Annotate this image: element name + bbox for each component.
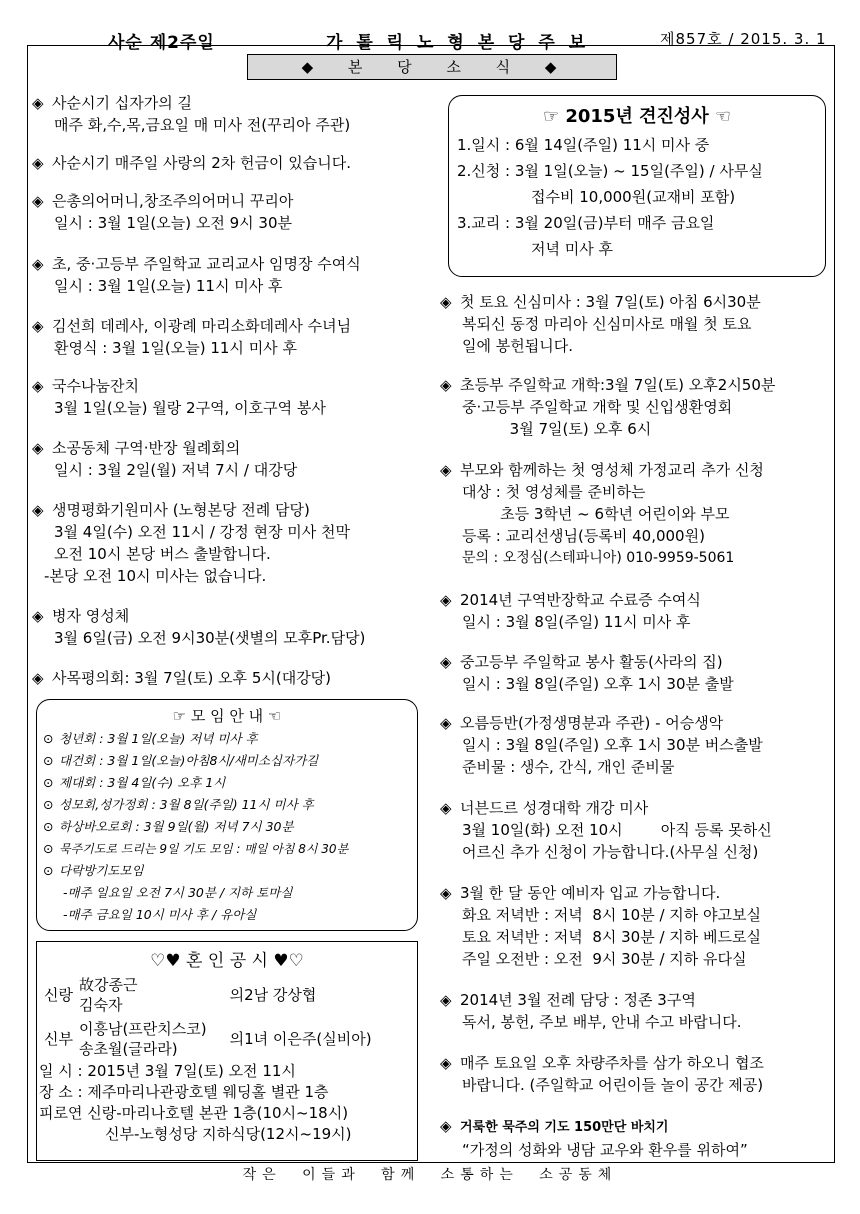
meeting-line: ⊙ 성모회,성가정회 : 3월 8일(주일) 11시 미사 후 [37, 794, 417, 816]
right-item-7 [440, 882, 761, 970]
item-line: 오전 10시 본당 버스 출발합니다. [54, 545, 271, 563]
diamond-icon: ◈ [440, 653, 452, 671]
item-line: 어르신 추가 신청이 가능합니다.(사무실 신청) [462, 843, 759, 861]
item-line: 화요 저녁반 : 저녁 8시 10분 / 지하 야고보실 [462, 906, 762, 924]
diamond-icon: ◈ [440, 991, 452, 1009]
left-item-4 [32, 315, 351, 359]
marriage-reception-1: 피로연 신랑-마리나호텔 본관 1층(10시~18시) [39, 1104, 349, 1122]
item-title: 오름등반(가정생명분과 주관) - 어승생악 [460, 714, 724, 732]
item-line: 환영식 : 3월 1일(오늘) 11시 미사 후 [54, 339, 297, 357]
meeting-line: ⊙ 대건회 : 3월 1일(오늘)아침8시/새미소십자가길 [37, 750, 417, 772]
item-line: 대상 : 첫 영성체를 준비하는 [462, 483, 646, 501]
item-title: 너븐드르 성경대학 개강 미사 [460, 799, 649, 817]
left-item-3 [32, 253, 361, 297]
bride-relation: 의1녀 이은주(실비아) [229, 1030, 372, 1048]
item-title: 부모와 함께하는 첫 영성체 가정교리 추가 신청 [460, 461, 764, 479]
diamond-icon: ◈ [32, 377, 44, 395]
bride-label: 신부 [44, 1030, 73, 1048]
bride-parents: 이흥남(프란치스코) 송초월(글라라) [78, 1020, 207, 1058]
item-title: 사순시기 십자가의 길 [52, 94, 192, 112]
meeting-line: ⊙ 다락방기도모임 [37, 860, 417, 882]
confirmation-line: 접수비 10,000원(교재비 포함) [531, 188, 736, 206]
diamond-icon: ◈ [32, 439, 44, 457]
marriage-reception-2: 신부-노형성당 지하식당(12시~19시) [105, 1125, 352, 1143]
marriage-place: 장 소 : 제주마리나관광호텔 웨딩홀 별관 1층 [39, 1083, 329, 1101]
left-item-9 [32, 667, 331, 689]
marriage-box [36, 941, 418, 1161]
confirmation-line: 1.일시 : 6월 14일(주일) 11시 미사 중 [457, 136, 710, 154]
confirmation-title: ☞ 2015년 견진성사 ☜ [542, 106, 732, 127]
right-item-4 [440, 651, 734, 695]
diamond-icon: ◈ [32, 607, 44, 625]
item-line: 일시 : 3월 1일(오늘) 11시 미사 후 [54, 277, 283, 295]
header-issue: 제857호 / 2015. 3. 1 [660, 30, 827, 48]
diamond-icon: ◈ [440, 799, 452, 817]
diamond-icon: ◈ [440, 376, 452, 394]
item-line: 일시 : 3월 1일(오늘) 오전 9시 30분 [54, 214, 292, 232]
groom-relation: 의2남 강상협 [229, 986, 317, 1004]
meeting-line: ⊙ 하상바오로회 : 3월 9일(월) 저녁 7시 30분 [37, 816, 417, 838]
left-item-6 [32, 437, 297, 481]
item-line: 일시 : 3월 2일(월) 저녁 7시 / 대강당 [54, 461, 298, 479]
item-line: 등록 : 교리선생님(등록비 40,000원) [462, 527, 705, 545]
item-title: 2014년 구역반장학교 수료증 수여식 [460, 591, 701, 609]
item-title: 중고등부 주일학교 봉사 활동(사라의 집) [460, 653, 723, 671]
circle-dot-icon: ⊙ [43, 753, 54, 768]
item-title: 생명평화기원미사 (노형본당 전례 담당) [52, 501, 310, 519]
item-title: 3월 한 달 동안 예비자 입교 가능합니다. [460, 884, 721, 902]
item-line: -본당 오전 10시 미사는 없습니다. [44, 567, 267, 585]
item-title: 김선희 데레사, 이광례 마리소화데레사 수녀님 [52, 317, 352, 335]
item-title: 소공동체 구역·반장 월례회의 [52, 439, 241, 457]
item-line: 주일 오전반 : 오전 9시 30분 / 지하 유다실 [462, 950, 747, 968]
item-line: 복되신 동정 마리아 신심미사로 매월 첫 토요 [462, 315, 752, 333]
item-line: 3월 4일(수) 오전 11시 / 강정 현장 미사 천막 [54, 523, 350, 541]
item-line: 일시 : 3월 8일(주일) 오후 1시 30분 버스출발 [462, 736, 763, 754]
left-item-8 [32, 605, 365, 649]
marriage-table [41, 973, 375, 1061]
diamond-icon: ◈ [440, 884, 452, 902]
left-item-0 [32, 92, 350, 136]
item-line: 일시 : 3월 8일(주일) 오후 1시 30분 출발 [462, 675, 734, 693]
confirmation-line: 3.교리 : 3월 20일(금)부터 매주 금요일 [457, 214, 715, 232]
right-item-10 [440, 1115, 748, 1161]
item-line: 3월 1일(오늘) 월랑 2구역, 이호구역 봉사 [54, 399, 326, 417]
circle-dot-icon: ⊙ [43, 775, 54, 790]
right-item-3 [440, 589, 701, 633]
item-title: 거룩한 묵주의 기도 150만단 바치기 [460, 1120, 669, 1135]
right-item-8 [440, 989, 742, 1033]
item-title: 첫 토요 신심미사 : 3월 7일(토) 아침 6시30분 [460, 293, 761, 311]
item-title: 은총의어머니,창조주의어머니 꾸리아 [52, 192, 294, 210]
item-line: “가정의 성화와 냉담 교우와 환우를 위하여” [462, 1141, 748, 1159]
circle-dot-icon: ⊙ [43, 863, 54, 878]
diamond-icon: ◈ [32, 317, 44, 335]
item-line: 3월 7일(토) 오후 6시 [462, 420, 652, 438]
item-title: 국수나눔잔치 [52, 377, 139, 395]
meeting-line: ⊙ 청년회 : 3월 1일(오늘) 저녁 미사 후 [37, 728, 417, 750]
groom-label: 신랑 [44, 986, 73, 1004]
diamond-icon: ◈ [440, 1054, 452, 1072]
item-title: 병자 영성체 [52, 607, 130, 625]
diamond-icon: ◈ [32, 669, 44, 687]
marriage-title: ♡♥ 혼 인 공 시 ♥♡ [150, 951, 304, 971]
meeting-line: -매주 일요일 오전 7시 30분 / 지하 토마실 [63, 885, 293, 900]
diamond-icon: ◈ [32, 255, 44, 273]
right-item-6 [440, 797, 772, 863]
right-item-9 [440, 1052, 764, 1096]
left-item-5 [32, 375, 326, 419]
item-line: 토요 저녁반 : 저녁 8시 30분 / 지하 베드로실 [462, 928, 762, 946]
item-line: 일에 봉헌됩니다. [462, 337, 573, 355]
circle-dot-icon: ⊙ [43, 819, 54, 834]
bride-row [41, 1017, 375, 1061]
item-line: 매주 화,수,목,금요일 매 미사 전(꾸리아 주관) [54, 116, 351, 134]
groom-row [41, 973, 375, 1017]
item-title: 2014년 3월 전례 담당 : 정존 3구역 [460, 991, 696, 1009]
left-item-1 [32, 152, 351, 174]
meeting-line: -매주 금요일 10시 미사 후 / 유아실 [63, 907, 257, 922]
meeting-line: ⊙ 묵주기도로 드리는 9일 기도 모임 : 매일 아침 8시 30분 [37, 838, 417, 860]
diamond-icon: ◈ [440, 714, 452, 732]
meetings-box [36, 699, 418, 931]
confirmation-line: 2.신청 : 3월 1일(오늘) ~ 15일(주일) / 사무실 [457, 162, 763, 180]
left-item-2 [32, 190, 293, 234]
meeting-line: ⊙ 제대회 : 3월 4일(수) 오후 1시 [37, 772, 417, 794]
item-line: 3월 10일(화) 오전 10시 아직 등록 못하신 [462, 821, 772, 839]
confirmation-line: 저녁 미사 후 [531, 240, 613, 258]
circle-dot-icon: ⊙ [43, 731, 54, 746]
right-item-2 [440, 459, 764, 569]
diamond-icon: ◈ [440, 293, 452, 311]
meetings-title: ☞ 모 임 안 내 ☜ [172, 707, 282, 725]
right-item-1 [440, 374, 775, 440]
diamond-icon: ◈ [32, 192, 44, 210]
diamond-icon: ◈ [32, 154, 44, 172]
diamond-icon: ◈ [440, 591, 452, 609]
diamond-icon: ◈ [32, 94, 44, 112]
item-title: 초등부 주일학교 개학:3월 7일(토) 오후2시50분 [460, 376, 776, 394]
item-line: 바랍니다. (주일학교 어린이들 놀이 공간 제공) [462, 1076, 764, 1094]
header-title: 가 톨 릭 노 형 본 당 주 보 [326, 33, 590, 53]
diamond-icon: ◈ [440, 1117, 452, 1135]
item-line: 초등 3학년 ~ 6학년 어린이와 부모 [462, 505, 730, 523]
item-line: 독서, 봉헌, 주보 배부, 안내 수고 바랍니다. [462, 1013, 742, 1031]
left-item-7 [32, 499, 350, 587]
item-line: 3월 6일(금) 오전 9시30분(샛별의 모후Pr.담당) [54, 629, 366, 647]
diamond-icon: ◈ [440, 461, 452, 479]
circle-dot-icon: ⊙ [43, 841, 54, 856]
header-season: 사순 제2주일 [108, 33, 215, 53]
item-title: 초, 중·고등부 주일학교 교리교사 임명장 수여식 [52, 255, 361, 273]
item-title: 사순시기 매주일 사랑의 2차 헌금이 있습니다. [52, 154, 351, 172]
right-item-5 [440, 712, 763, 778]
item-line: 문의 : 오정심(스테파니아) 010-9959-5061 [462, 550, 735, 566]
marriage-date: 일 시 : 2015년 3월 7일(토) 오전 11시 [39, 1062, 296, 1080]
right-item-0 [440, 291, 761, 357]
circle-dot-icon: ⊙ [43, 797, 54, 812]
groom-parents: 故강종근 김숙자 [78, 976, 138, 1014]
item-title: 매주 토요일 오후 차량주차를 삼가 하오니 협조 [460, 1054, 764, 1072]
section-banner: ◆ 본 당 소 식 ◆ [247, 54, 617, 80]
item-line: 준비물 : 생수, 간식, 개인 준비물 [462, 758, 675, 776]
diamond-icon: ◈ [32, 501, 44, 519]
footer-slogan: 작은 이들과 함께 소통하는 소공동체 [242, 1167, 618, 1183]
item-line: 일시 : 3월 8일(주일) 11시 미사 후 [462, 613, 691, 631]
item-line: 중·고등부 주일학교 개학 및 신입생환영회 [462, 398, 733, 416]
item-title: 사목평의회: 3월 7일(토) 오후 5시(대강당) [52, 669, 332, 687]
confirmation-box [448, 95, 826, 277]
